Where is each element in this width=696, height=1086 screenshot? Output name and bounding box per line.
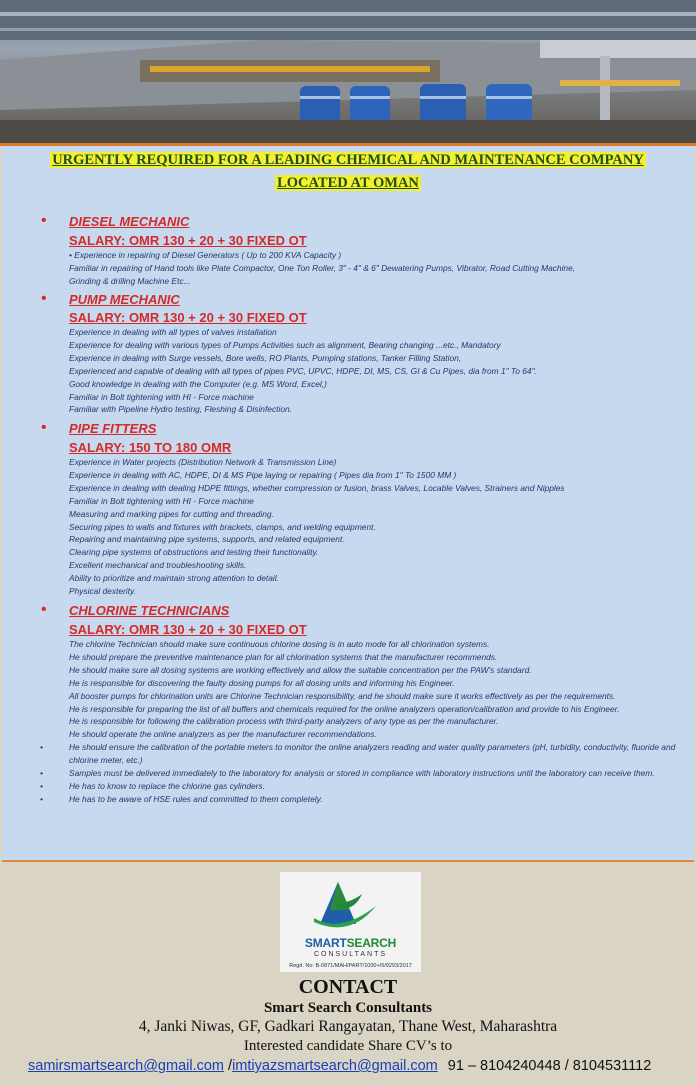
detail-line: Experience in dealing with Surge vessels, Bore wells, RO Plants, Pumping stations, Tanker Filling Station, (69, 352, 462, 363)
detail-line: • Experience in repairing of Diesel Generators ( Up to 200 KVA Capacity ) (69, 250, 342, 260)
detail-line: Experience in dealing with all types of valves installation (69, 327, 277, 337)
detail-line: Clearing pipe systems of obstructions and testing their functionality. (69, 547, 319, 558)
email-link-imtiyaz[interactable]: imtiyazsmartsearch@gmail.com (232, 1058, 438, 1074)
job-title-pump-mechanic: PUMP MECHANIC (69, 292, 180, 307)
detail-line: Familiar with Pipeline Hydro testing, Fleshing & Disinfection. (69, 404, 292, 415)
detail-line: He should operate the online analyzers as per the manufacturer recommendations. (69, 729, 377, 740)
detail-line (40, 780, 687, 793)
detail-line: Familiar in Bolt tightening with HI - Force machine (69, 391, 254, 402)
salary-diesel-mechanic: SALARY: OMR 130 + 20 + 30 FIXED OT (69, 233, 307, 248)
detail-line: Experience for dealing with various types of Pumps Activities such as alignment, Bearing changing ...etc., Mandatory (69, 339, 501, 350)
email-link-samir[interactable]: samirsmartsearch@gmail.com (28, 1058, 225, 1074)
detail-line: Physical dexterity. (69, 586, 136, 597)
headline-line1: URGENTLY REQUIRED FOR A LEADING CHEMICAL AND MAINTENANCE COMPANY (52, 152, 644, 168)
company-logo (280, 872, 421, 972)
salary-pump-mechanic: SALARY: OMR 130 + 20 + 30 FIXED OT (69, 310, 307, 325)
section-bullet: • (41, 419, 47, 436)
detail-line (40, 741, 687, 767)
detail-line: Familiar in repairing of Hand tools like Plate Compactor, One Ton Roller, 3" - 4" & 6" Dewatering Pumps, Vibrator, Road Cutting Machine, (69, 262, 576, 273)
contact-details (28, 1058, 651, 1074)
logo-name: SMARTSEARCH (304, 936, 397, 950)
detail-line (40, 793, 687, 806)
job-details-pipe-fitters (69, 456, 687, 598)
phone-numbers: 91 – 8104240448 / 8104531112 (447, 1058, 652, 1074)
salary-chlorine-technicians: SALARY: OMR 130 + 20 + 30 FIXED OT (69, 622, 307, 637)
detail-line: Excellent mechanical and troubleshooting skills. (69, 560, 247, 571)
detail-line: Securing pipes to walls and fixtures with brackets, clamps, and welding equipment. (69, 521, 376, 532)
detail-line: He should prepare the preventive maintenance plan for all chlorination systems that the manufacturer recommends. (69, 651, 498, 662)
list-bullet: • (40, 793, 43, 804)
job-title-pipe-fitters: PIPE FITTERS (69, 421, 157, 436)
headline-line2: LOCATED AT OMAN (277, 175, 419, 191)
detail-line (40, 767, 687, 780)
list-bullet: • (40, 780, 43, 791)
detail-line: All booster pumps for chlorination units are Chlorine Technician responsibility, and he should make sure it works effectively as per the requirements. (69, 690, 616, 701)
contact-address: 4, Janki Niwas, GF, Gadkari Rangayatan, Thane West, Maharashtra (138, 1018, 558, 1035)
detail-line: Repairing and maintaining pipe systems, supports, and related equipment. (69, 534, 345, 545)
detail-line: Grinding & drilling Machine Etc... (69, 275, 191, 286)
detail-line: Ability to prioritize and maintain strong attention to detail. (69, 573, 279, 584)
detail-text: He has to know to replace the chlorine gas cylinders. (69, 780, 265, 791)
salary-pipe-fitters: SALARY: 150 TO 180 OMR (69, 440, 232, 455)
detail-line: Experience in dealing with AC, HDPE, DI & MS Pipe laying or repairing ( Pipes dia from 1" To 1500 MM ) (69, 469, 457, 480)
detail-line: He should make sure all dosing systems are working effectively and allow the suitable concentration per the PAW's standard. (69, 664, 532, 675)
detail-line: He is responsible for preparing the list of all buffers and chemicals required for the online analyzers operation/calibration and provide to his Engineer. (69, 703, 620, 714)
contact-title: CONTACT (298, 976, 398, 998)
registration-number: Regd. No: B-0871/MAH/PART/1000+/5/9293/2017 (289, 963, 412, 969)
section-bullet: • (41, 212, 47, 229)
job-details-pump-mechanic (69, 326, 687, 416)
email-separator: / (224, 1058, 233, 1074)
detail-text: He should ensure the calibration of the portable meters to monitor the online analyzers reading and water quality parameters (pH, turbidity, conductivity, fluoride and chlorine meter, etc.) (69, 742, 676, 766)
job-details-chlorine-technicians (40, 638, 687, 806)
detail-line: Good knowledge in dealing with the Computer (e.g. MS Word, Excel,) (69, 378, 327, 389)
job-details-diesel-mechanic (69, 249, 687, 288)
detail-line: The chlorine Technician should make sure continuous chlorine dosing is in auto mode for all chlorination systems. (69, 639, 490, 649)
contact-firm: Smart Search Consultants (263, 1000, 433, 1016)
job-title-chlorine-technicians: CHLORINE TECHNICIANS (69, 603, 230, 618)
detail-line: Experience in Water projects (Distribution Network & Transmission Line) (69, 457, 337, 467)
logo-subtitle: CONSULTANTS (313, 951, 388, 958)
detail-line: Experienced and capable of dealing with all types of pipes PVC, UPVC, HDPE, DI, MS, CS, GI & Cu Pipes, dia from 1" To 64". (69, 365, 537, 376)
industrial-plant-image (0, 0, 696, 143)
header-photo (0, 0, 696, 143)
detail-text: Samples must be delivered immediately to the laboratory for analysis or stored in compliance with laboratory instructions until the laboratory can receive them. (69, 768, 655, 779)
list-bullet: • (40, 742, 43, 753)
detail-line: Measuring and marking pipes for cutting and threading. (69, 508, 274, 519)
job-title-diesel-mechanic: DIESEL MECHANIC (69, 214, 190, 229)
section-bullet: • (41, 601, 47, 618)
section-bullet: • (41, 290, 47, 307)
detail-line: Familiar in Bolt tightening with HI - Force machine (69, 495, 254, 506)
detail-line: He is responsible for discovering the faulty dosing pumps for all dosing units and informing his Engineer. (69, 677, 455, 688)
list-bullet: • (40, 768, 43, 779)
detail-text: He has to be aware of HSE rules and committed to them completely. (69, 793, 323, 804)
detail-line: He is responsible for following the calibration process with third-party analyzers of any type as per the manufacturer. (69, 716, 499, 727)
detail-line: Experience in dealing with dealing HDPE fittings, whether compression or fusion, brass Valves, Locable Valves, Strainers and Nipples (69, 482, 565, 493)
contact-share-cv: Interested candidate Share CV’s to (243, 1038, 453, 1054)
